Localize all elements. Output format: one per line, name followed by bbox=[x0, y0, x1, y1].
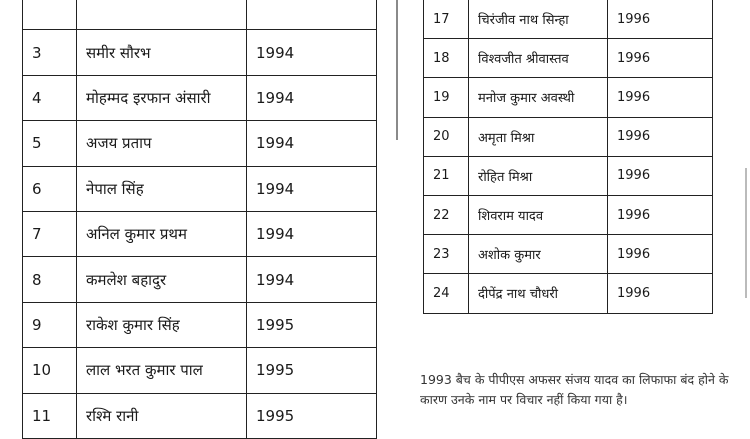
column-divider bbox=[396, 0, 398, 140]
cell-batch: 1994 bbox=[247, 121, 377, 166]
cell-batch: 1996 bbox=[608, 39, 713, 78]
cell-name: समीर सौरभ bbox=[77, 30, 247, 75]
cell-batch: 1995 bbox=[247, 393, 377, 438]
table-row bbox=[424, 117, 713, 156]
cell-serial: 24 bbox=[424, 274, 469, 313]
cell-name: लाल भरत कुमार पाल bbox=[77, 348, 247, 393]
table-body bbox=[424, 0, 713, 313]
cell-batch: 1996 bbox=[608, 0, 713, 39]
cell-name: अजय प्रताप bbox=[77, 121, 247, 166]
cell-batch: 1996 bbox=[608, 274, 713, 313]
table-row bbox=[23, 166, 377, 211]
cell-serial: 23 bbox=[424, 235, 469, 274]
cell-serial: 22 bbox=[424, 195, 469, 234]
cell-serial: 7 bbox=[23, 211, 77, 256]
cell-batch: 1994 bbox=[247, 166, 377, 211]
cell-name: दीपेंद्र नाथ चौधरी bbox=[469, 274, 608, 313]
table-row bbox=[424, 0, 713, 39]
cell-serial: 10 bbox=[23, 348, 77, 393]
cell-name: मोहम्मद इरफान अंसारी bbox=[77, 75, 247, 120]
cell-batch: 1994 bbox=[247, 75, 377, 120]
cell-serial: 18 bbox=[424, 39, 469, 78]
cell-name: अशोक कुमार bbox=[469, 235, 608, 274]
cell-batch: 1996 bbox=[608, 78, 713, 117]
table-row bbox=[424, 274, 713, 313]
cell-serial: 17 bbox=[424, 0, 469, 39]
cell-batch: 1996 bbox=[608, 195, 713, 234]
table-row bbox=[23, 393, 377, 438]
table-row bbox=[424, 235, 713, 274]
cell-serial: 6 bbox=[23, 166, 77, 211]
cell-name: रश्मि रानी bbox=[77, 393, 247, 438]
cell-batch: 1994 bbox=[247, 211, 377, 256]
cell-batch: 1994 bbox=[247, 30, 377, 75]
cell-batch bbox=[247, 0, 377, 30]
cell-name: शिवराम यादव bbox=[469, 195, 608, 234]
cell-serial: 21 bbox=[424, 156, 469, 195]
cell-batch: 1996 bbox=[608, 117, 713, 156]
cell-name: चिरंजीव नाथ सिन्हा bbox=[469, 0, 608, 39]
table-row bbox=[23, 30, 377, 75]
officers-table-right bbox=[423, 0, 713, 314]
officers-table-left bbox=[22, 0, 377, 439]
cell-name: मनोज कुमार अवस्थी bbox=[469, 78, 608, 117]
table-row bbox=[23, 75, 377, 120]
table-row bbox=[23, 121, 377, 166]
cell-name: अनिल कुमार प्रथम bbox=[77, 211, 247, 256]
scrollbar[interactable] bbox=[745, 168, 747, 298]
cell-serial bbox=[23, 0, 77, 30]
cell-serial: 5 bbox=[23, 121, 77, 166]
cell-name bbox=[77, 0, 247, 30]
table-row bbox=[23, 302, 377, 347]
cell-serial: 8 bbox=[23, 257, 77, 302]
table-row bbox=[424, 156, 713, 195]
cell-batch: 1995 bbox=[247, 348, 377, 393]
table-row bbox=[424, 78, 713, 117]
table-row bbox=[424, 39, 713, 78]
cell-batch: 1994 bbox=[247, 257, 377, 302]
table-row bbox=[424, 195, 713, 234]
footnote: 1993 बैच के पीपीएस अफसर संजय यादव का लिफाफा बंद होने के कारण उनके नाम पर विचार नहीं किया गया है। bbox=[420, 371, 729, 407]
cell-serial: 9 bbox=[23, 302, 77, 347]
cell-name: अमृता मिश्रा bbox=[469, 117, 608, 156]
cell-batch: 1996 bbox=[608, 156, 713, 195]
table-row bbox=[23, 257, 377, 302]
table-body bbox=[23, 0, 377, 438]
cell-batch: 1996 bbox=[608, 235, 713, 274]
cell-name: नेपाल सिंह bbox=[77, 166, 247, 211]
cell-serial: 11 bbox=[23, 393, 77, 438]
cell-serial: 3 bbox=[23, 30, 77, 75]
table-row bbox=[23, 211, 377, 256]
cell-name: राकेश कुमार सिंह bbox=[77, 302, 247, 347]
cell-serial: 20 bbox=[424, 117, 469, 156]
cell-name: रोहित मिश्रा bbox=[469, 156, 608, 195]
table-row bbox=[23, 348, 377, 393]
cell-serial: 4 bbox=[23, 75, 77, 120]
cell-name: कमलेश बहादुर bbox=[77, 257, 247, 302]
table-row bbox=[23, 0, 377, 30]
cell-name: विश्वजीत श्रीवास्तव bbox=[469, 39, 608, 78]
cell-batch: 1995 bbox=[247, 302, 377, 347]
cell-serial: 19 bbox=[424, 78, 469, 117]
